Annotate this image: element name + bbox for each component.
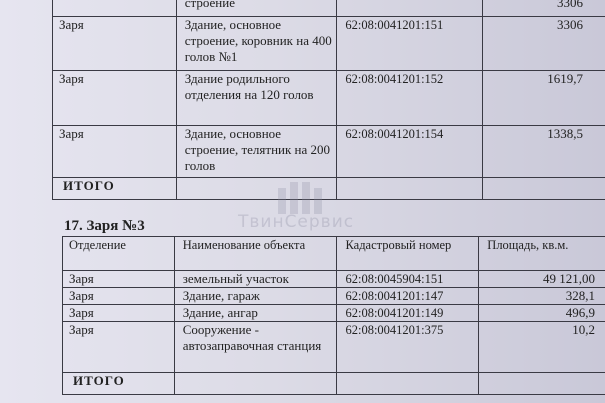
table-row <box>53 71 605 126</box>
dept-cell: Заря <box>63 305 175 322</box>
section-heading: 17. Заря №3 <box>64 218 145 234</box>
area-cell: 3306 <box>483 17 605 71</box>
table-row <box>63 322 605 373</box>
property-table-1 <box>52 0 605 200</box>
header-cadastral: Кадастровый номер <box>337 237 479 271</box>
total-label: ИТОГО <box>53 178 177 200</box>
header-dept: Отделение <box>63 237 175 271</box>
table-row <box>63 271 605 288</box>
area-cell: 1338,5 <box>483 126 605 178</box>
object-cell: земельный участок <box>174 271 337 288</box>
area-cell: 49 121,00 <box>479 271 605 288</box>
cadastral-cell <box>337 0 483 17</box>
dept-cell: Заря <box>53 126 177 178</box>
table-row <box>63 305 605 322</box>
watermark-text: ТвинСервис <box>238 212 355 232</box>
cadastral-cell: 62:08:0041201:149 <box>337 305 479 322</box>
area-cell: 496,9 <box>479 305 605 322</box>
object-cell: строение <box>176 0 337 17</box>
object-cell: Здание, ангар <box>174 305 337 322</box>
watermark-logo-icon <box>272 180 332 214</box>
object-cell: Сооружение - автозаправочная станция <box>174 322 337 373</box>
object-cell: Здание родильного отделения на 120 голов <box>176 71 337 126</box>
cadastral-cell: 62:08:0041201:151 <box>337 17 483 71</box>
table-row <box>53 17 605 71</box>
dept-cell: Заря <box>63 271 175 288</box>
header-area: Площадь, кв.м. <box>479 237 605 271</box>
area-cell: 3306 <box>483 0 605 17</box>
total-row <box>63 373 605 395</box>
table-row <box>63 288 605 305</box>
property-table-2 <box>62 236 605 395</box>
table-row <box>53 126 605 178</box>
object-cell: Здание, гараж <box>174 288 337 305</box>
dept-cell: Заря <box>53 71 177 126</box>
cadastral-cell: 62:08:0041201:154 <box>337 126 483 178</box>
dept-cell: Заря <box>53 17 177 71</box>
total-label: ИТОГО <box>63 373 175 395</box>
dept-cell: Заря <box>63 288 175 305</box>
table-row <box>53 0 605 17</box>
cadastral-cell: 62:08:0041201:375 <box>337 322 479 373</box>
table-header-row <box>63 237 605 271</box>
dept-cell <box>53 0 177 17</box>
area-cell: 328,1 <box>479 288 605 305</box>
object-cell: Здание, основное строение, телятник на 200 голов <box>176 126 337 178</box>
dept-cell: Заря <box>63 322 175 373</box>
cadastral-cell: 62:08:0041201:152 <box>337 71 483 126</box>
header-object: Наименование объекта <box>174 237 337 271</box>
cadastral-cell: 62:08:0041201:147 <box>337 288 479 305</box>
area-cell: 10,2 <box>479 322 605 373</box>
area-cell: 1619,7 <box>483 71 605 126</box>
cadastral-cell: 62:08:0045904:151 <box>337 271 479 288</box>
object-cell: Здание, основное строение, коровник на 400 голов №1 <box>176 17 337 71</box>
